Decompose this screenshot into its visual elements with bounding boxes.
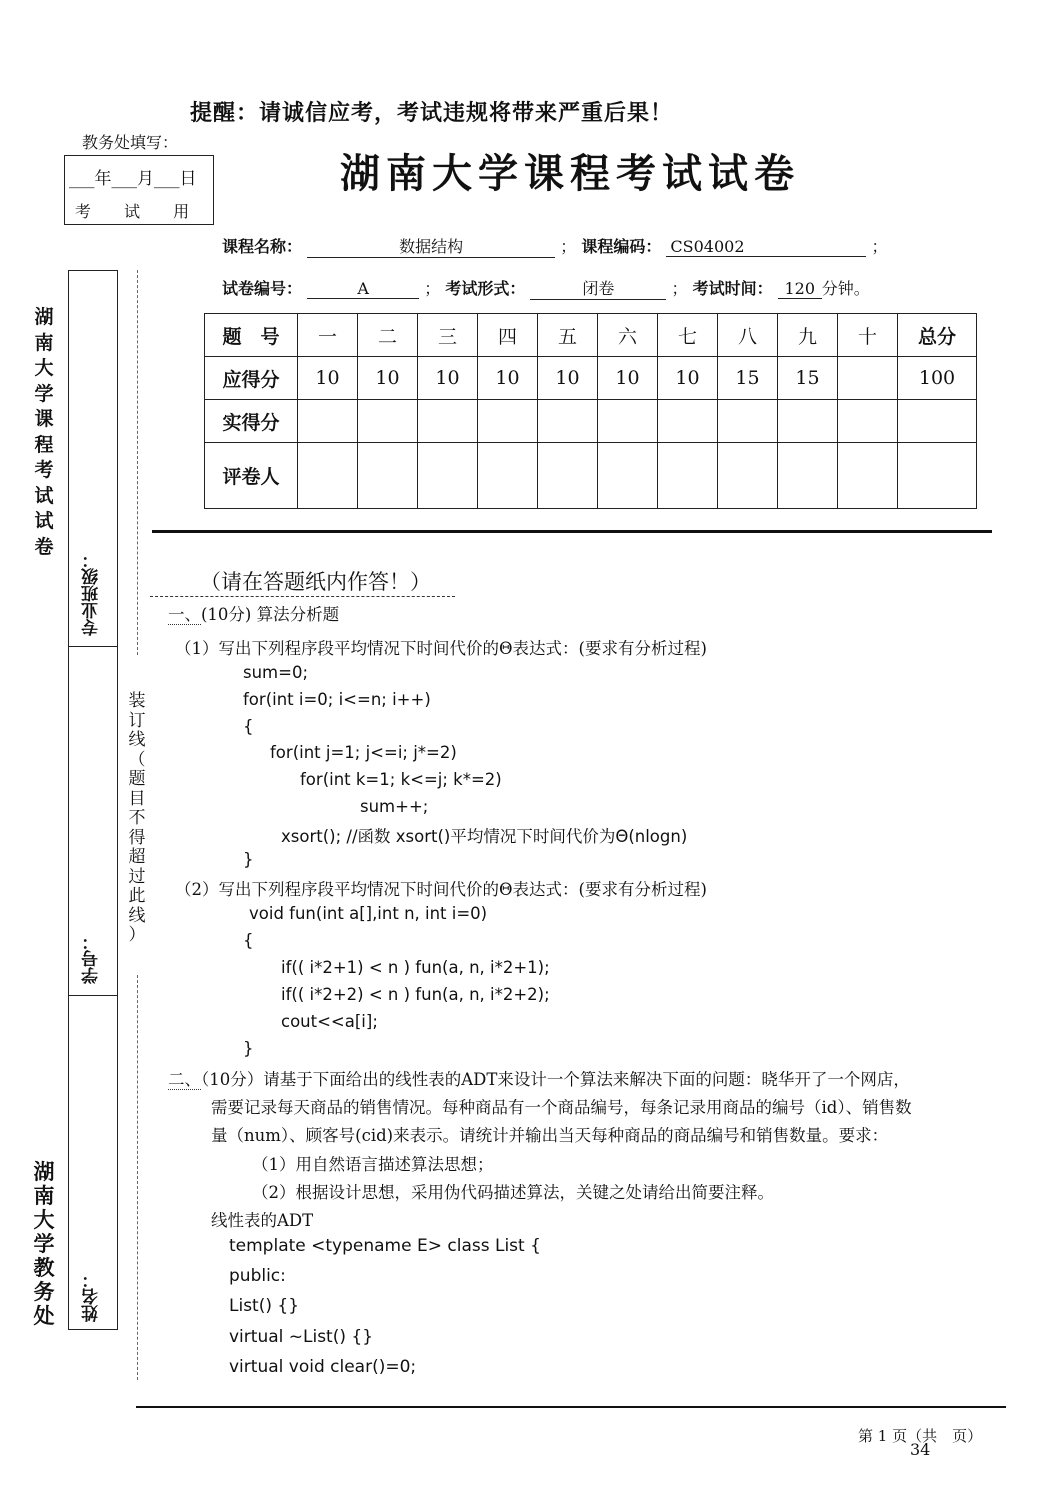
code-line: } [243,850,254,869]
table-cell: 六 [598,314,658,357]
table-cell: 总分 [898,314,977,357]
score-table [204,313,977,509]
side-char: 务 [33,1279,55,1304]
time-label: 考试时间： [692,279,773,298]
table-cell: 10 [298,357,358,400]
table-cell [358,443,418,509]
table-cell: 一 [298,314,358,357]
table-cell [298,443,358,509]
code-line: sum++; [360,797,429,816]
table-cell [418,443,478,509]
time-unit: 分钟。 [821,279,870,298]
table-cell [778,443,838,509]
table-cell: 10 [538,357,598,400]
binding-char: 线 [128,905,146,926]
footer-divider [136,1406,1006,1408]
side-char: 程 [34,433,54,456]
side-char: 教 [33,1255,55,1280]
table-cell: 评卷人 [205,443,298,509]
time-value: 120 [778,279,822,299]
table-cell [478,443,538,509]
table-cell: 15 [778,357,838,400]
grader-row [205,443,977,509]
code-line: if(( i*2+1) < n ) fun(a, n, i*2+1); [281,958,550,977]
separator: ； [871,237,888,256]
paper-value: A [307,279,419,299]
score-header-row [205,314,977,357]
table-cell [418,400,478,443]
code-line: public: [229,1266,286,1286]
binding-char: 此 [128,886,146,906]
table-cell: 应得分 [205,357,298,400]
code-line: template <typename E> class List { [229,1236,541,1256]
binding-line-notice [126,692,148,946]
binding-char: 得 [128,827,146,848]
side-title-vertical [30,305,58,560]
table-cell [898,443,977,509]
integrity-warning: 提醒：请诚信应考，考试违规将带来严重后果！ [190,100,674,126]
code-line: virtual ~List() {} [229,1327,374,1347]
code-line: sum=0; [243,663,309,682]
table-cell [838,357,898,400]
side-office-vertical [30,1160,58,1328]
class-field-label: 专业班级： [82,551,102,636]
course-code-label: 课程编码： [581,237,662,256]
course-name-label: 课程名称： [222,237,303,256]
table-cell: 100 [898,357,977,400]
table-cell [538,443,598,509]
question-1-sub-1: （1）写出下列程序段平均情况下时间代价的Θ表达式：(要求有分析过程) [175,639,707,658]
date-box [64,155,214,225]
table-cell: 10 [658,357,718,400]
course-name-value: 数据结构 [307,234,555,258]
binding-char: （ [128,749,146,770]
code-line: cout<<a[i]; [281,1012,378,1031]
table-cell: 十 [838,314,898,357]
side-char: 大 [34,357,54,379]
student-info-box [68,270,118,1330]
question-1-heading [168,601,339,625]
table-cell [658,400,718,443]
binding-char: 装 [128,691,146,711]
box-divider [69,995,117,996]
table-cell: 七 [658,314,718,357]
question-title: (10分) 算法分析题 [201,605,340,624]
binding-char: 超 [128,847,146,867]
question-2-line: 线性表的ADT [211,1211,314,1230]
separator: ； [671,279,688,298]
table-cell: 四 [478,314,538,357]
question-text: （10分）请基于下面给出的线性表的ADT来设计一个算法来解决下面的问题：晓华开了一个网店， [201,1070,910,1089]
side-char: 学 [34,382,54,405]
paper-label: 试卷编号： [222,279,303,298]
code-line: for(int k=1; k<=j; k*=2) [300,770,502,789]
table-cell: 三 [418,314,478,357]
table-cell: 15 [718,357,778,400]
side-char: 大 [33,1207,55,1232]
table-cell [538,400,598,443]
office-fill-label: 教务处填写： [82,133,179,152]
side-char: 南 [34,331,54,354]
name-field-label: 姓名： [82,1271,102,1322]
question-number: 一、 [168,605,201,624]
side-char: 卷 [34,535,54,558]
code-line: for(int i=0; i<=n; i++) [243,690,431,709]
course-code-value: CS04002 [666,237,866,257]
binding-char: 题 [128,769,146,789]
side-char: 湖 [34,306,54,328]
table-cell [598,400,658,443]
code-line: void fun(int a[],int n, int i=0) [249,904,488,923]
student-id-field-label: 学号： [82,933,102,984]
code-line: if(( i*2+2) < n ) fun(a, n, i*2+2); [281,985,550,1004]
side-char: 试 [34,484,54,507]
question-2-line: （1）用自然语言描述算法思想； [252,1155,494,1174]
binding-char: 不 [128,808,146,828]
question-number: 二、 [168,1070,201,1089]
table-cell: 10 [478,357,538,400]
side-char: 试 [34,510,54,532]
table-cell [718,443,778,509]
page-number: 34 [910,1440,931,1459]
divider [152,530,992,533]
date-row [69,164,197,189]
date-day: ___日 [154,169,197,189]
paper-line [222,276,870,300]
page-title: 湖南大学课程考试试卷 [340,150,800,197]
question-2-line: 需要记录每天商品的销售情况。每种商品有一个商品编号，每条记录用商品的编号（id）、销售数 [211,1098,912,1117]
side-char: 湖 [33,1159,55,1184]
question-1-sub-2: （2）写出下列程序段平均情况下时间代价的Θ表达式：(要求有分析过程) [175,880,707,899]
table-cell [598,443,658,509]
code-line: List() {} [229,1296,300,1316]
table-cell: 八 [718,314,778,357]
table-cell [658,443,718,509]
table-cell [898,400,977,443]
side-char: 考 [34,459,54,481]
binding-dash-line [137,270,138,655]
answer-sheet-note: （请在答题纸内作答！） [150,566,455,597]
question-2-line: 量（num）、顾客号(cid)来表示。请统计并输出当天每种商品的商品编号和销售数量。要求： [211,1126,889,1145]
binding-char: 过 [128,866,146,887]
code-line: virtual void clear()=0; [229,1357,417,1377]
table-cell: 二 [358,314,418,357]
binding-dash-line [137,975,138,1380]
should-score-row [205,357,977,400]
table-cell [358,400,418,443]
side-char: 南 [33,1183,55,1208]
table-cell [718,400,778,443]
code-line: { [243,931,254,950]
table-cell [478,400,538,443]
code-line: xsort(); //函数 xsort()平均情况下时间代价为Θ(nlogn) [281,827,688,846]
question-2-line: （2）根据设计思想，采用伪代码描述算法，关键之处请给出简要注释。 [252,1183,774,1202]
side-char: 学 [33,1231,55,1256]
binding-char: 线 [128,730,146,750]
binding-char: 订 [128,710,146,731]
separator: ； [424,279,441,298]
table-cell [838,443,898,509]
table-cell: 实得分 [205,400,298,443]
separator: ； [560,237,577,256]
table-cell [778,400,838,443]
actual-score-row [205,400,977,443]
box-divider [69,646,117,647]
course-line [222,234,888,258]
code-line: } [243,1039,254,1058]
table-cell: 题 号 [205,314,298,357]
form-value: 闭卷 [530,276,666,300]
table-cell: 九 [778,314,838,357]
page-footer: 第 1 页（共 页） [858,1427,983,1445]
table-cell [838,400,898,443]
date-year: ___年 [69,169,112,189]
side-char: 课 [34,408,54,430]
date-month: ___月 [111,169,154,189]
side-char: 处 [33,1303,55,1328]
table-cell [298,400,358,443]
exam-usage: 考 试 用 [74,202,204,221]
table-cell: 五 [538,314,598,357]
form-label: 考试形式： [445,279,526,298]
table-cell: 10 [418,357,478,400]
question-2-line [168,1066,910,1090]
table-cell: 10 [598,357,658,400]
binding-char: 目 [128,788,146,809]
code-line: { [243,717,254,736]
code-line: for(int j=1; j<=i; j*=2) [270,743,457,762]
table-cell: 10 [358,357,418,400]
binding-char: ） [128,925,146,945]
